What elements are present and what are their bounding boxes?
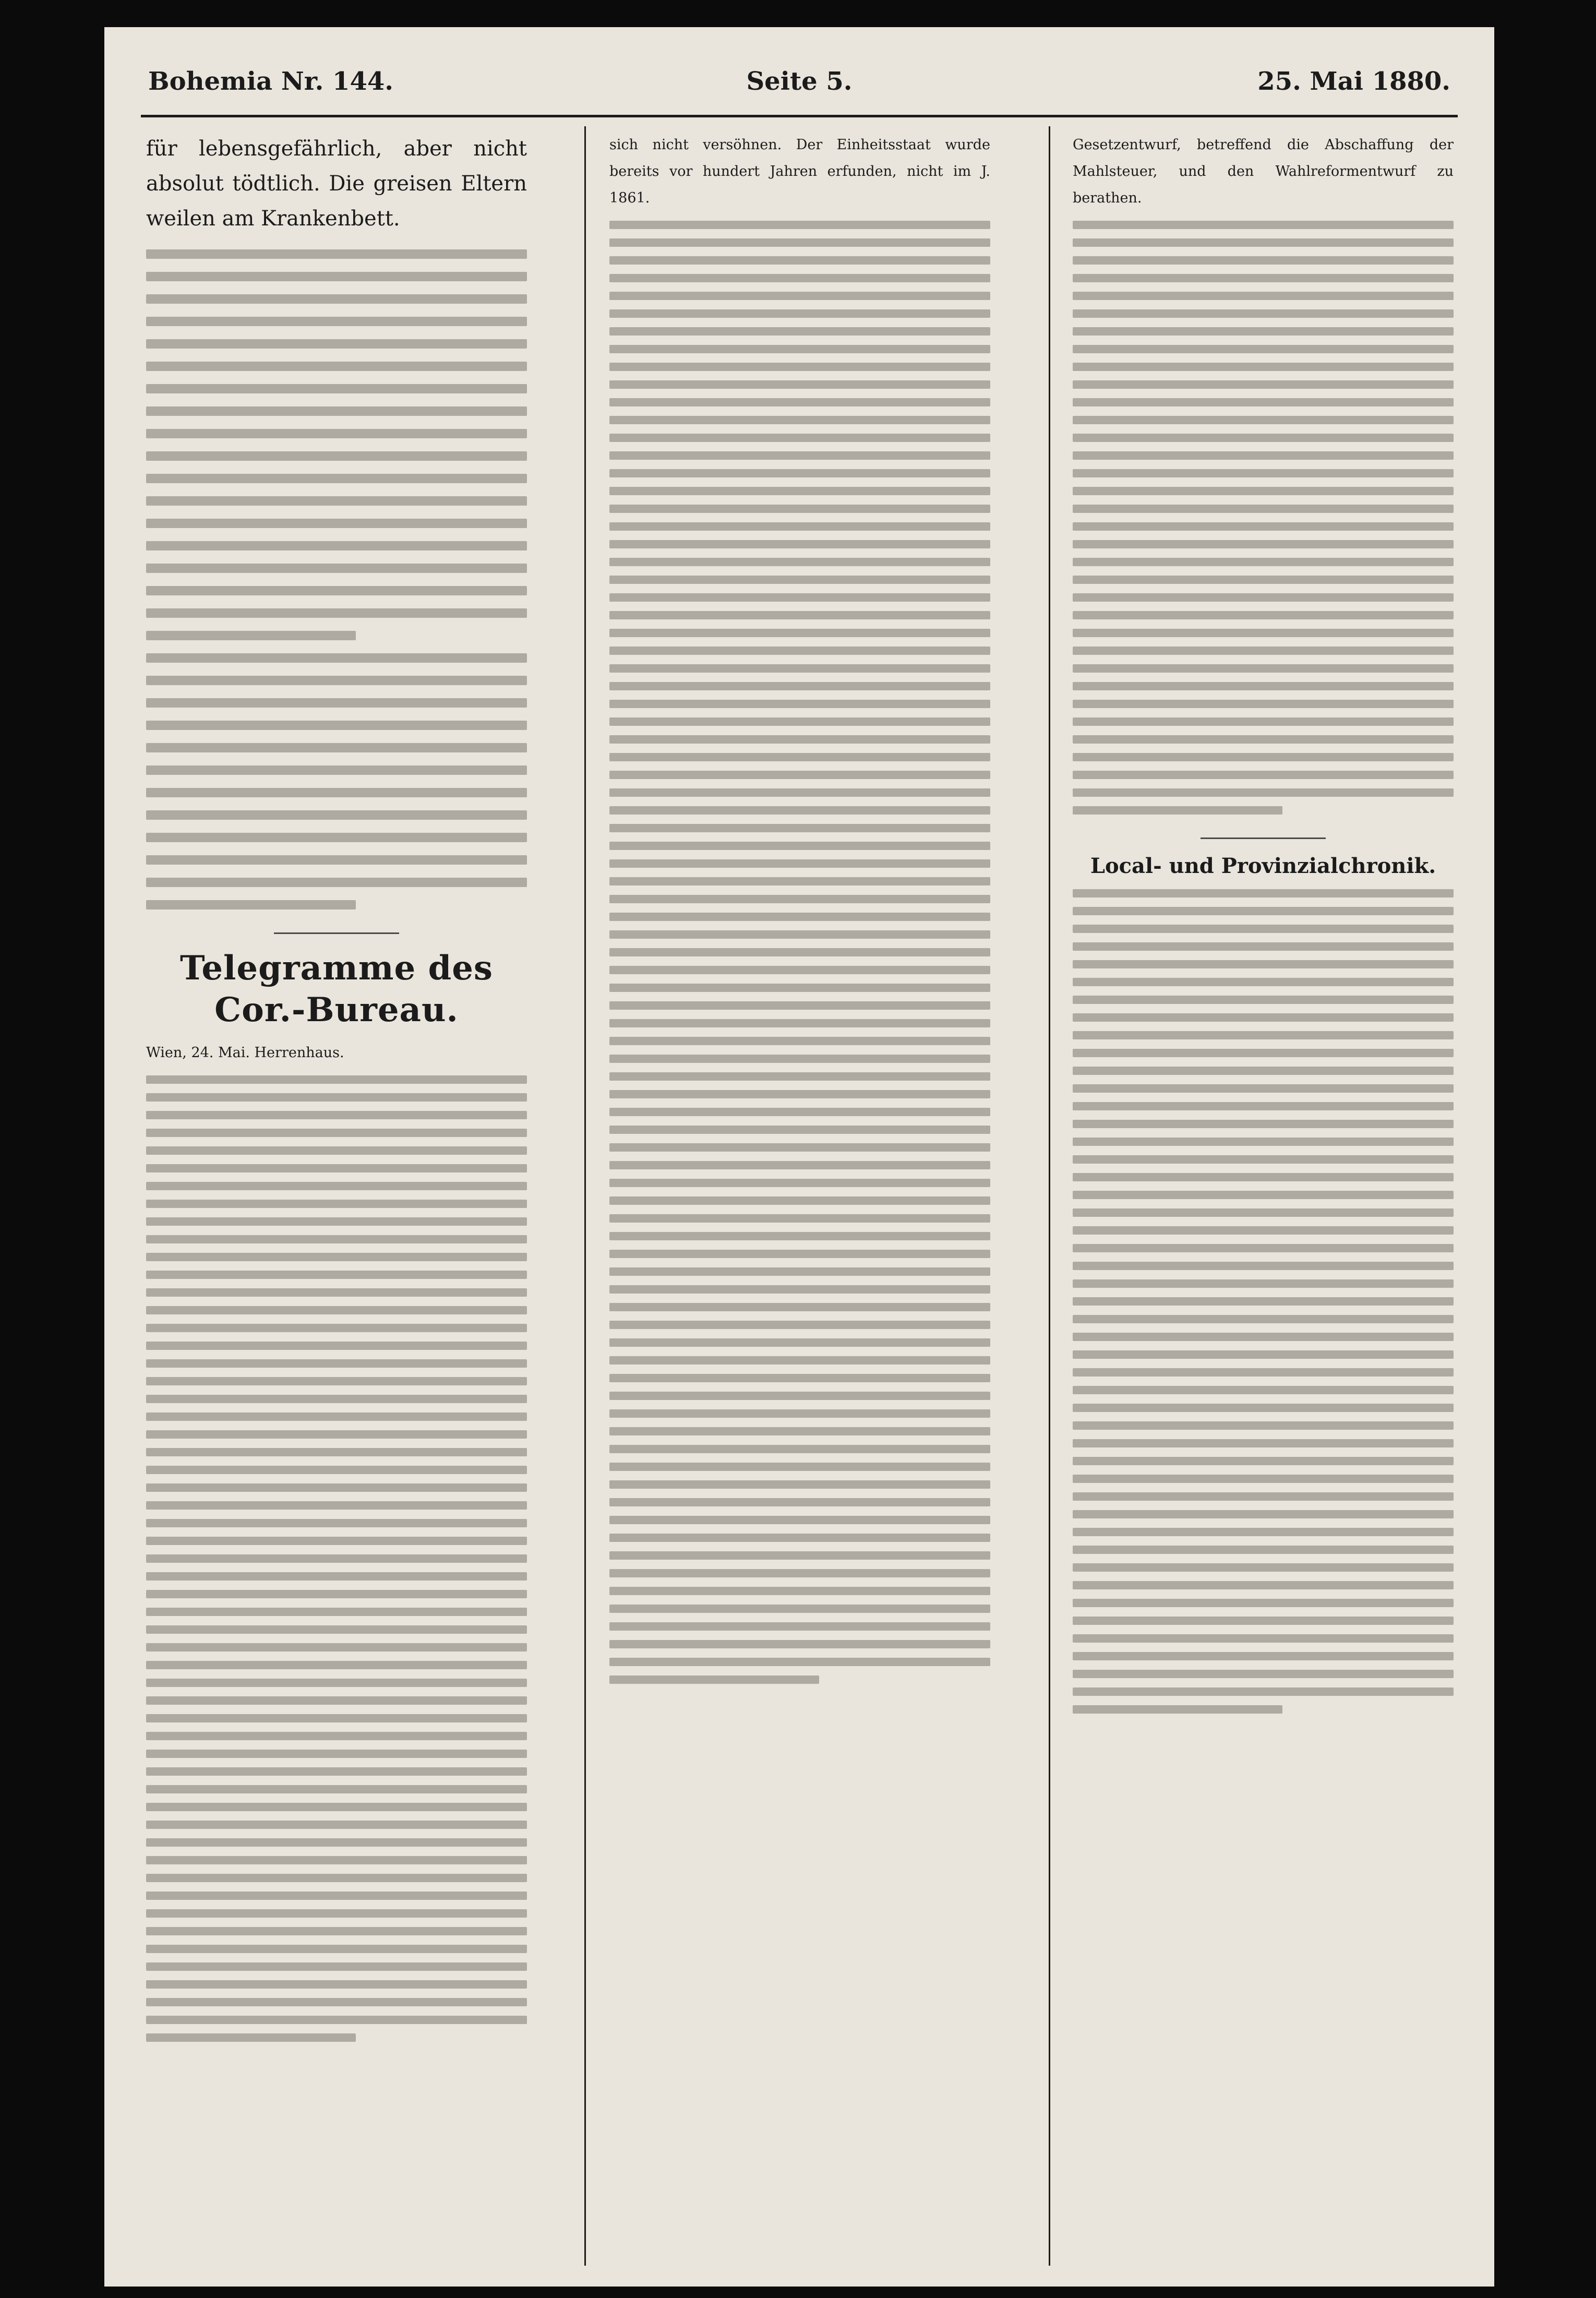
column-divider	[1049, 126, 1050, 2266]
text-lines	[1073, 221, 1454, 815]
page-number: Seite 5.	[746, 67, 853, 96]
text-lines	[1073, 889, 1454, 1714]
article-paragraph: Wien, 24. Mai. Herrenhaus.	[146, 1045, 344, 1061]
separator-flourish	[1201, 828, 1326, 839]
text-lines	[146, 1075, 527, 2042]
article-paragraph: sich nicht versöhnen. Der Einheitsstaat wurde bereits vor hundert Jahren erfunden, nicht im J. 1861.	[609, 137, 990, 206]
article-paragraph: für lebensgefährlich, aber nicht absolut tödtlich. Die greisen Eltern weilen am Krankenbett.	[146, 137, 527, 231]
column-divider	[584, 126, 586, 2266]
text-lines	[609, 221, 990, 1684]
separator-flourish	[274, 923, 399, 934]
column-1	[146, 131, 527, 2260]
section-heading-telegrams: Telegramme des Cor.-Bureau.	[180, 949, 493, 1030]
newspaper-page	[104, 27, 1494, 2287]
column-2	[609, 131, 990, 2260]
publication-number: Bohemia Nr. 144.	[148, 67, 393, 96]
masthead	[148, 67, 1450, 114]
article-paragraph: Gesetzentwurf, betreffend die Abschaffung der Mahlsteuer, und den Wahlreformentwurf zu berathen.	[1073, 137, 1454, 206]
text-lines	[146, 653, 527, 909]
text-lines	[146, 249, 527, 640]
column-3	[1073, 131, 1454, 2260]
section-heading-local: Local- und Provinzialchronik.	[1090, 854, 1436, 878]
issue-date: 25. Mai 1880.	[1257, 67, 1450, 96]
masthead-rule	[141, 115, 1458, 117]
